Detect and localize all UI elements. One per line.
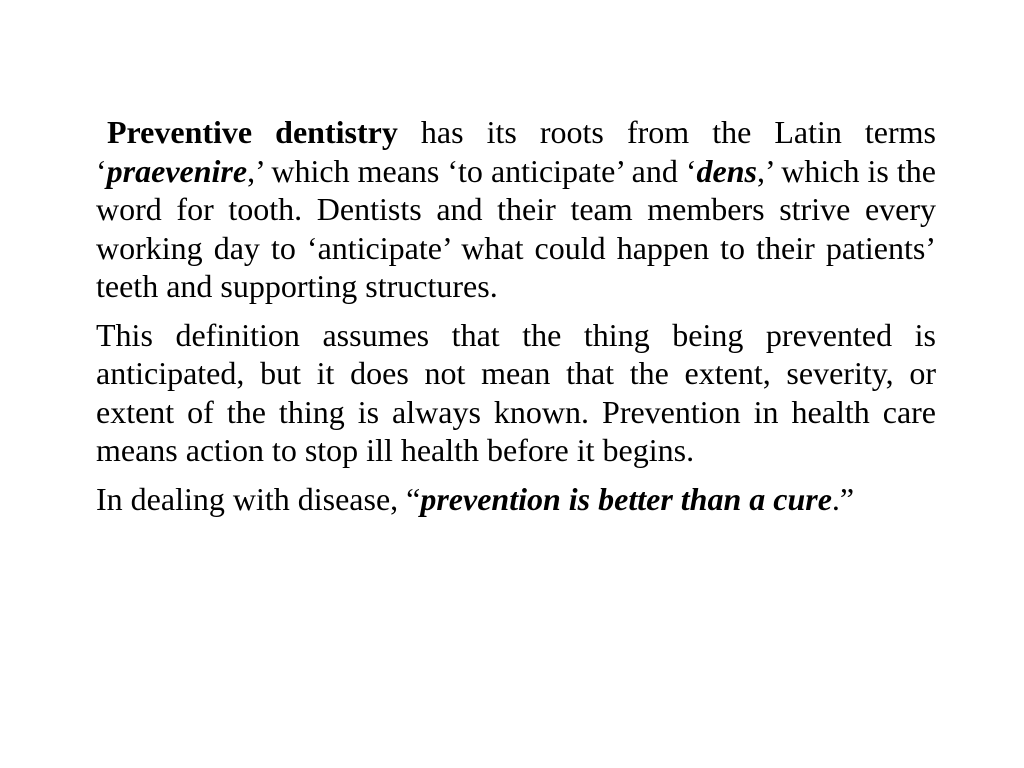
definition-text-2: ,’ which means ‘to anticipate’ and ‘: [247, 152, 697, 189]
quote-lead-text: In dealing with disease, “: [96, 480, 421, 517]
paragraph-assumption: This definition assumes that the thing being prevented is anticipated, but it does not mean that the extent, severity, or extent of the thing is always known. Prevention in health care means action to stop ill health before it begins.: [96, 316, 936, 468]
latin-term-praevenire: praevenire: [106, 152, 248, 189]
quote-closing-text: .”: [831, 480, 855, 517]
paragraph-disease-quote: [96, 480, 936, 519]
latin-term-dens: dens: [696, 152, 757, 189]
term-preventive-dentistry: Preventive dentistry: [107, 114, 398, 150]
slide-body: [96, 113, 936, 528]
definition-text-1: has its roots from the Latin terms ‘: [96, 114, 937, 189]
definition-text-3: ,’ which is the word for tooth. Dentists and their team members strive every working day to ‘anticipate’ what could happen to their patients’ teeth and supporting structures.: [96, 152, 937, 304]
quote-prevention-better-than-cure: prevention is better than a cure: [420, 480, 832, 517]
paragraph-definition: [96, 113, 936, 306]
